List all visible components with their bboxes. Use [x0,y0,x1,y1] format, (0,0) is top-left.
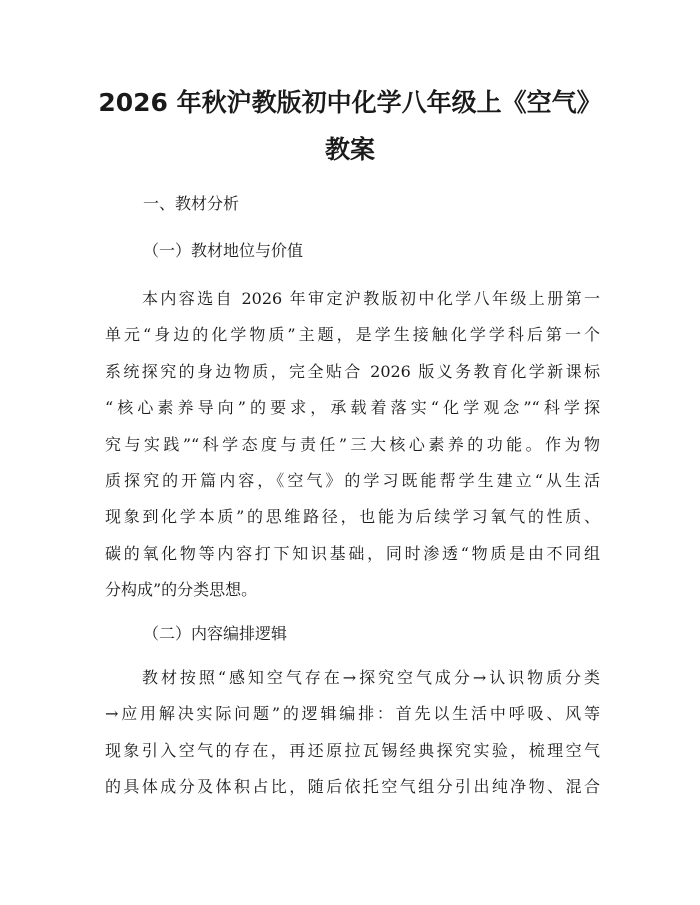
paragraph-line: 质探究的开篇内容，《空气》的学习既能帮学生建立“从生活 [105,470,600,490]
paragraph-line: 的具体成分及体积占比，随后依托空气组分引出纯净物、混合 [105,777,600,797]
paragraph-line: 碳的氧化物等内容打下知识基础，同时渗透“物质是由不同组 [105,543,600,563]
paragraph-line: 系统探究的身边物质，完全贴合 2026 版义务教育化学新课标 [105,361,600,381]
paragraph-2 [105,667,600,813]
paragraph-line: 单元“身边的化学物质”主题，是学生接触化学学科后第一个 [105,325,600,345]
paragraph-1 [105,288,600,616]
document-title-line-2: 教案 [324,135,375,164]
subsection-heading-2: （二）内容编排逻辑 [143,624,288,643]
paragraph-line: 究与实践”“科学态度与责任”三大核心素养的功能。作为物 [105,434,600,454]
paragraph-line: 现象到化学本质”的思维路径，也能为后续学习氧气的性质、 [105,507,600,527]
paragraph-line: 分构成”的分类思想。 [105,580,258,600]
section-heading: 一、教材分析 [143,194,240,213]
paragraph-line: →应用解决实际问题”的逻辑编排：首先以生活中呼吸、风等 [105,704,600,724]
document-title-line-1: 2026 年秋沪教版初中化学八年级上《空气》 [98,88,602,117]
paragraph-line: 教材按照“感知空气存在→探究空气成分→认识物质分类 [142,668,600,687]
paragraph-line: “核心素养导向”的要求，承载着落实“化学观念”“科学探 [105,398,600,418]
paragraph-line: 本内容选自 2026 年审定沪教版初中化学八年级上册第一 [142,289,600,308]
subsection-heading-1: （一）教材地位与价值 [143,241,304,260]
paragraph-line: 现象引入空气的存在，再还原拉瓦锡经典探究实验，梳理空气 [105,740,600,760]
